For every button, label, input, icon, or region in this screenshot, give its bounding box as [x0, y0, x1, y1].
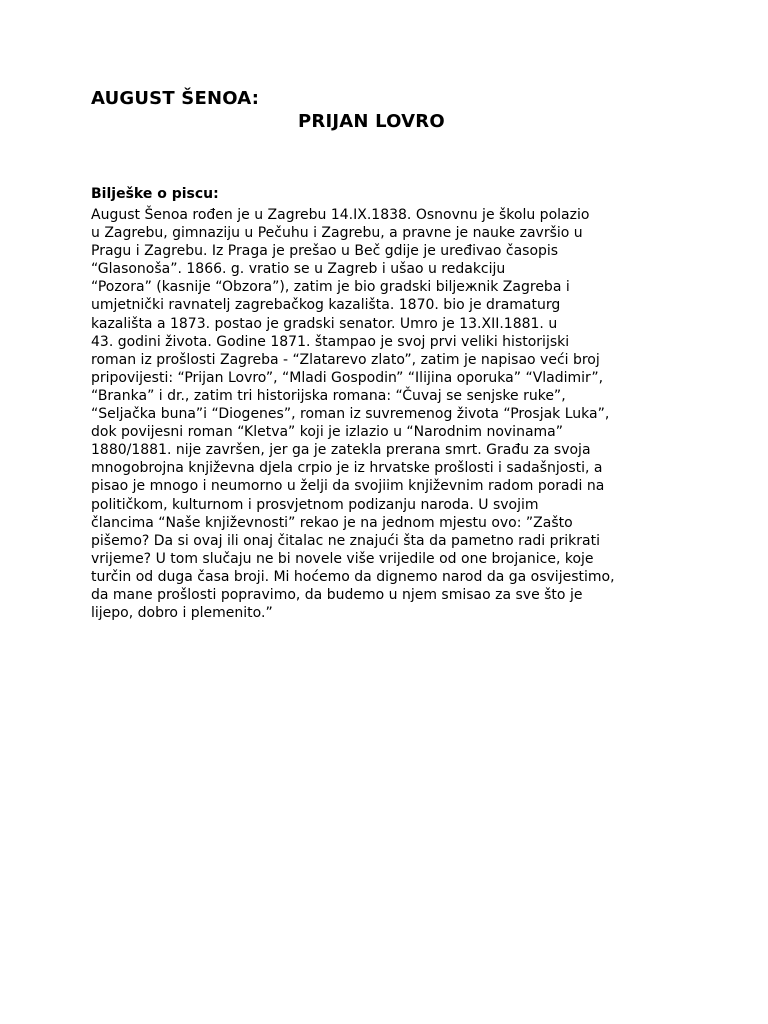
body-line: roman iz prošlosti Zagreba - “Zlatarevo zlato”, zatim je napisao veći broj — [91, 351, 600, 368]
body-line: “Seljačka buna”i “Diogenes”, roman iz suvremenog života “Prosjak Luka”, — [91, 406, 610, 423]
body-line: pišemo? Da si ovaj ili onaj čitalac ne znajući šta da pametno radi prikrati — [91, 532, 601, 549]
body-line: kazališta a 1873. postao je gradski senator. Umro je 13.XII.1881. u — [91, 315, 558, 332]
body-line: lijepo, dobro i plemenito.” — [91, 605, 273, 622]
body-line: “Branka” i dr., zatim tri historijska romana: “Čuvaj se senjske ruke”, — [91, 387, 566, 404]
body-line: 1880/1881. nije završen, jer ga je zatekla prerana smrt. Građu za svoja — [91, 442, 591, 459]
body-line: umjetnički ravnatelj zagrebačkog kazališta. 1870. bio je dramaturg — [91, 297, 561, 314]
author-heading: AUGUST ŠENOA: — [91, 88, 260, 109]
author-biography — [91, 206, 691, 622]
work-title: PRIJAN LOVRO — [298, 111, 445, 132]
body-line: vrijeme? U tom slučaju ne bi novele više vrijedile od one brojanice, koje — [91, 550, 594, 567]
body-line: 43. godini života. Godine 1871. štampao je svoj prvi veliki historijski — [91, 333, 570, 350]
body-line: August Šenoa rođen je u Zagrebu 14.IX.1838. Osnovnu je školu polazio — [91, 207, 590, 223]
body-line: “Glasonoša”. 1866. g. vratio se u Zagreb i ušao u redakciju — [91, 261, 506, 278]
body-line: u Zagrebu, gimnaziju u Pečuhu i Zagrebu, a pravne je nauke završio u — [91, 225, 583, 242]
body-line: Pragu i Zagrebu. Iz Praga je prešao u Beč gdije je uređivao časopis — [91, 243, 559, 260]
body-line: mnogobrojna književna djela crpio je iz hrvatske prošlosti i sadašnjosti, a — [91, 460, 603, 477]
body-line: člancima “Naše književnosti” rekao je na jednom mjestu ovo: ”Zašto — [91, 514, 573, 531]
body-line: da mane prošlosti popravimo, da budemo u njem smisao za sve što je — [91, 586, 583, 603]
body-line: turčin od duga časa broji. Mi hoćemo da dignemo narod da ga osvijestimo, — [91, 568, 615, 585]
body-line: dok povijesni roman “Kletva” koji je izlazio u “Narodnim novinama” — [91, 424, 563, 441]
body-line: političkom, kulturnom i prosvjetnom podizanju naroda. U svojim — [91, 496, 539, 513]
body-line: pisao je mnogo i neumorno u želji da svojiim književnim radom poradi na — [91, 478, 605, 495]
body-line: pripovijesti: “Prijan Lovro”, “Mladi Gospodin” “Ilijina oporuka” “Vladimir”, — [91, 369, 604, 386]
notes-heading: Bilješke o piscu: — [91, 186, 219, 202]
body-line: “Pozora” (kasnije “Obzora”), zatim je bio gradski biljежnik Zagreba i — [91, 279, 570, 296]
